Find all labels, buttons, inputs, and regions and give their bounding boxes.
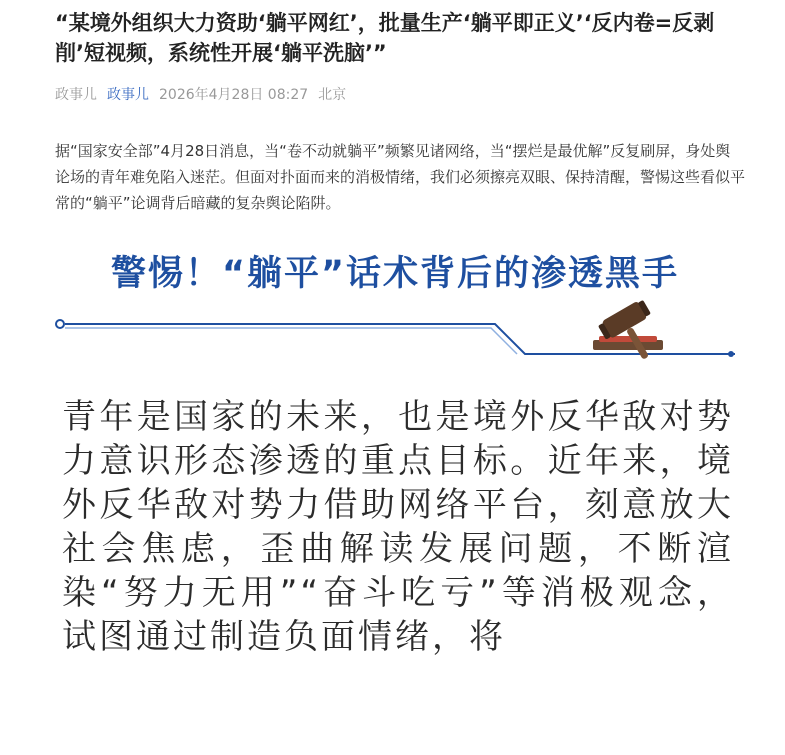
article-body: 青年是国家的未来，也是境外反华敌对势力意识形态渗透的重点目标。近年来，境外反华敌对势力借助网络平台，刻意放大社会焦虑，歪曲解读发展问题，不断渲染“努力无用”“奋斗吃亏”等消极观念，试图通过制造负面情绪，将: [62, 397, 734, 657]
gavel-icon: [593, 298, 669, 361]
banner-title: 警惕！“躺平”话术背后的渗透黑手: [110, 254, 679, 294]
account-link[interactable]: 政事儿: [107, 87, 149, 103]
article-lead: 据“国家安全部”4月28日消息，当“卷不动就躺平”频繁见诸网络，当“摆烂是最优解”反复刷屏，身处舆论场的青年难免陷入迷茫。但面对扑面而来的消极情绪，我们必须擦亮双眼、保持清醒，警惕这些看似平常的“躺平”论调背后暗藏的复杂舆论陷阱。: [55, 142, 746, 212]
article-banner: [55, 236, 735, 361]
article-meta: [55, 84, 346, 104]
author-name[interactable]: 政事儿: [55, 87, 97, 103]
publish-date: 2026年4月28日 08:27: [159, 87, 309, 103]
publish-location: 北京: [318, 87, 347, 103]
article-title: “某境外组织大力资助‘躺平网红’，批量生产‘躺平即正义’‘反内卷=反剥削’短视频，系统性开展‘躺平洗脑’”: [55, 11, 715, 65]
